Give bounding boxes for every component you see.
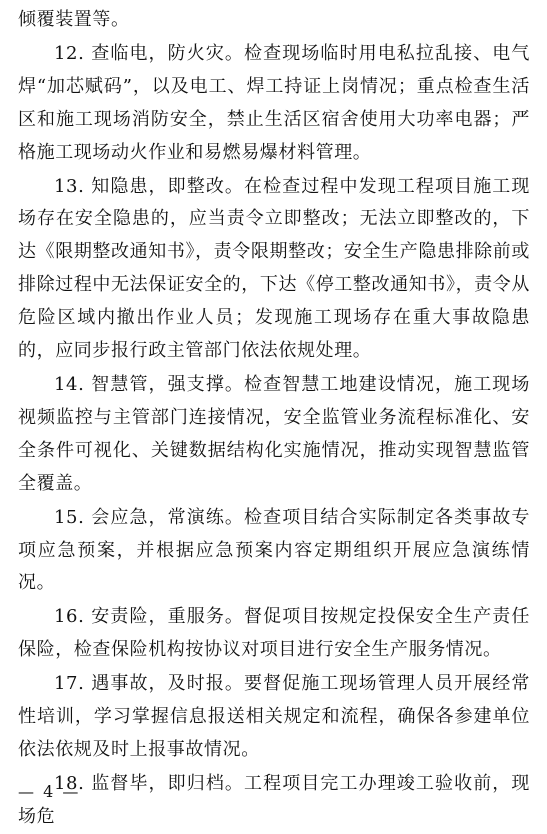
paragraph-continuation: 倾覆装置等。	[18, 9, 130, 30]
paragraph-item-17: 17. 遇事故，及时报。要督促施工现场管理人员开展经常性培训，学习掌握信息报送相关规定和流程，确保各参建单位依法依规及时上报事故情况。	[18, 673, 530, 760]
paragraph-item-12: 12. 查临电，防火灾。检查现场临时用电私拉乱接、电气焊“加芯赋码”，以及电工、焊工持证上岗情况；重点检查生活区和施工现场消防安全，禁止生活区宿舍使用大功率电器；严格施工现场动火作业和易燃易爆材料管理。	[18, 42, 530, 163]
paragraph-item-13: 13. 知隐患，即整改。在检查过程中发现工程项目施工现场存在安全隐患的，应当责令立即整改；无法立即整改的，下达《限期整改通知书》，责令限期整改；安全生产隐患排除前或排除过程中无法保证安全的，下达《停工整改通知书》，责令从危险区域内撤出作业人员；发现施工现场存在重大事故隐患的，应同步报行政主管部门依法依规处理。	[18, 175, 530, 362]
paragraph-item-18: 18. 监督毕，即归档。工程项目完工办理竣工验收前，现场危	[18, 772, 530, 827]
document-body	[18, 4, 530, 834]
paragraph-item-15: 15. 会应急，常演练。检查项目结合实际制定各类事故专项应急预案，并根据应急预案内容定期组织开展应急演练情况。	[18, 506, 530, 594]
paragraph-item-14: 14. 智慧管，强支撑。检查智慧工地建设情况，施工现场视频监控与主管部门连接情况，安全监管业务流程标准化、安全条件可视化、关键数据结构化实施情况，推动实现智慧监管全覆盖。	[18, 373, 530, 494]
paragraph-item-16: 16. 安责险，重服务。督促项目按规定投保安全生产责任保险，检查保险机构按协议对项目进行安全生产服务情况。	[18, 606, 530, 661]
page-number: — 4 —	[18, 782, 81, 801]
